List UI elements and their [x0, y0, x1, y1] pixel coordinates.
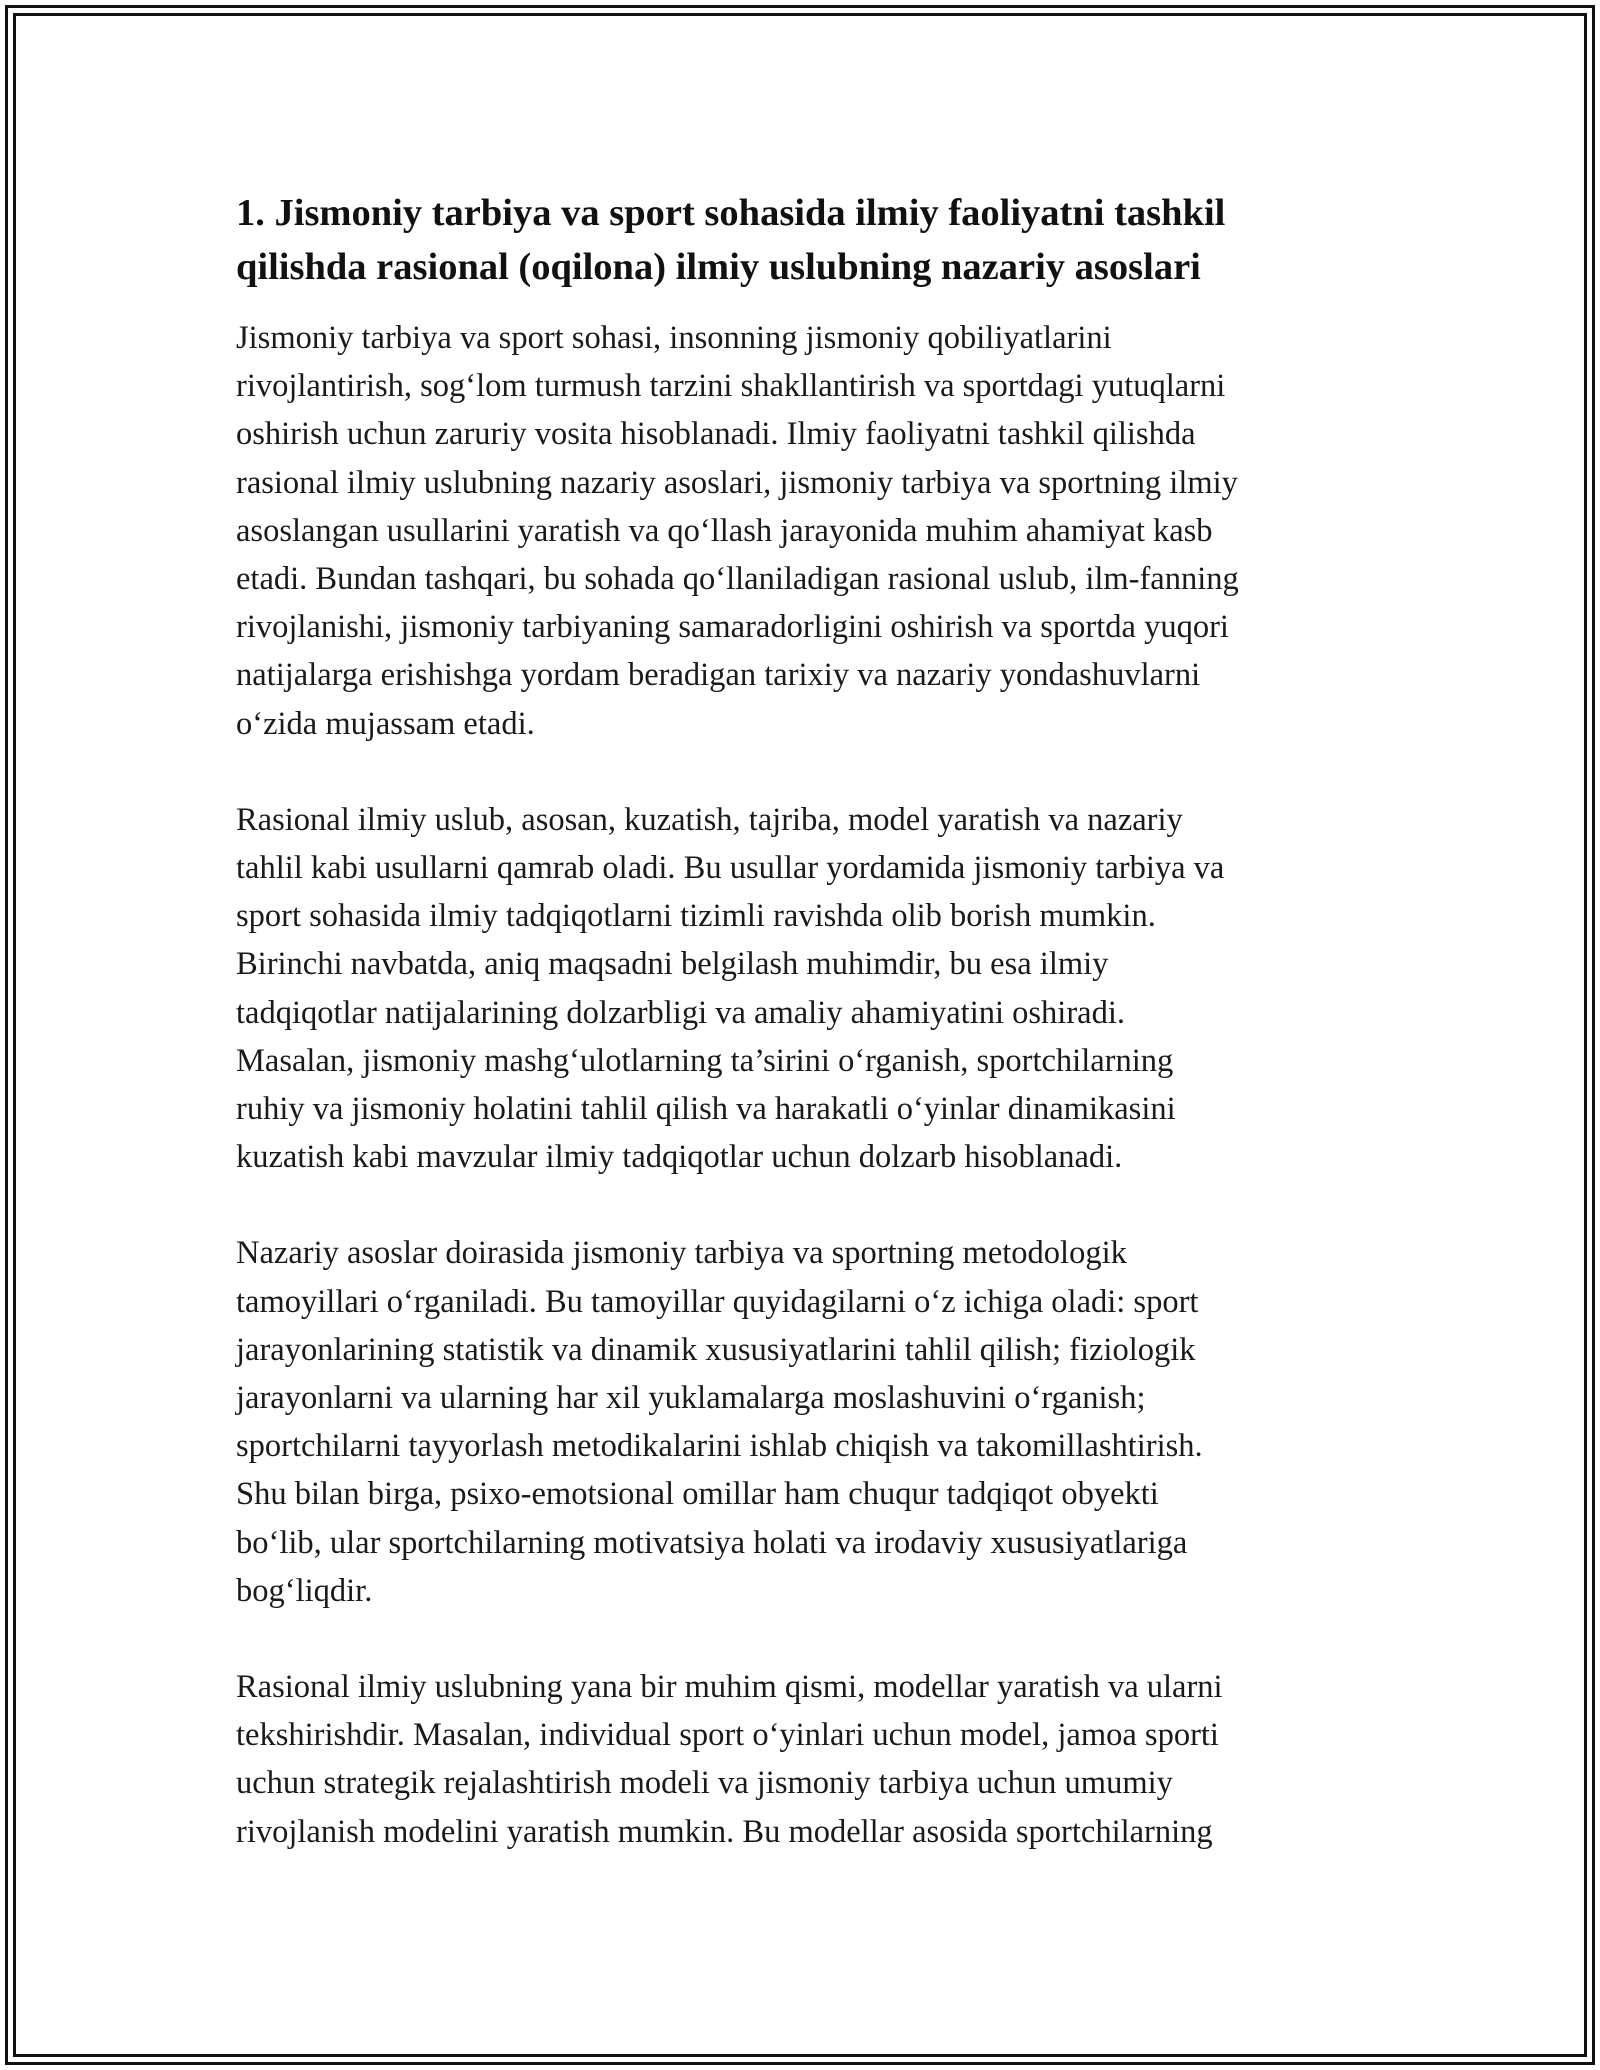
document-body	[236, 186, 1396, 1904]
text-line: ruhiy va jismoniy holatini tahlil qilish va harakatli o‘yinlar dinamikasini	[236, 1091, 1176, 1128]
text-line: Masalan, jismoniy mashg‘ulotlarning ta’sirini o‘rganish, sportchilarning	[236, 1042, 1174, 1079]
heading-line: qilishda rasional (oqilona) ilmiy uslubning nazariy asoslari	[236, 246, 1201, 288]
text-line: Jismoniy tarbiya va sport sohasi, insonning jismoniy qobiliyatlarini	[236, 320, 1112, 356]
paragraph-3	[236, 1229, 1396, 1615]
section-heading	[236, 186, 1396, 294]
text-line: jarayonlarining statistik va dinamik xususiyatlarini tahlil qilish; fiziologik	[236, 1331, 1196, 1368]
text-line: bog‘liqdir.	[236, 1572, 373, 1609]
text-line: o‘zida mujassam etadi.	[236, 705, 535, 742]
text-line: Nazariy asoslar doirasida jismoniy tarbiya va sportning metodologik	[236, 1235, 1127, 1272]
text-line: bo‘lib, ular sportchilarning motivatsiya holati va irodaviy xususiyatlariga	[236, 1524, 1188, 1561]
text-line: tamoyillari o‘rganiladi. Bu tamoyillar quyidagilarni o‘z ichiga oladi: sport	[236, 1283, 1199, 1320]
text-line: natijalarga erishishga yordam beradigan tarixiy va nazariy yondashuvlarni	[236, 657, 1201, 694]
text-line: tadqiqotlar natijalarining dolzarbligi va amaliy ahamiyatini oshiradi.	[236, 994, 1125, 1031]
text-line: sportchilarni tayyorlash metodikalarini ishlab chiqish va takomillashtirish.	[236, 1428, 1203, 1465]
text-line: kuzatish kabi mavzular ilmiy tadqiqotlar uchun dolzarb hisoblanadi.	[236, 1139, 1123, 1176]
text-line: tekshirishdir. Masalan, individual sport o‘yinlari uchun model, jamoa sporti	[236, 1717, 1219, 1754]
paragraph-1	[236, 314, 1396, 748]
text-line: Shu bilan birga, psixo-emotsional omillar ham chuqur tadqiqot obyekti	[236, 1476, 1159, 1513]
text-line: oshirish uchun zaruriy vosita hisoblanadi. Ilmiy faoliyatni tashkil qilishda	[236, 416, 1196, 453]
text-line: sport sohasida ilmiy tadqiqotlarni tizimli ravishda olib borish mumkin.	[236, 898, 1156, 935]
text-line: rasional ilmiy uslubning nazariy asoslari, jismoniy tarbiya va sportning ilmiy	[236, 464, 1238, 501]
paragraph-4	[236, 1663, 1396, 1856]
text-line: rivojlanish modelini yaratish mumkin. Bu modellar asosida sportchilarning	[236, 1813, 1213, 1850]
text-line: Rasional ilmiy uslub, asosan, kuzatish, tajriba, model yaratish va nazariy	[236, 801, 1183, 838]
paragraph-2	[236, 796, 1396, 1182]
heading-line: 1. Jismoniy tarbiya va sport sohasida ilmiy faoliyatni tashkil	[236, 192, 1226, 234]
text-line: rivojlantirish, sog‘lom turmush tarzini shakllantirish va sportdagi yutuqlarni	[236, 368, 1226, 405]
text-line: asoslangan usullarini yaratish va qo‘llash jarayonida muhim ahamiyat kasb	[236, 512, 1213, 549]
text-line: rivojlanishi, jismoniy tarbiyaning samaradorligini oshirish va sportda yuqori	[236, 609, 1229, 646]
text-line: Rasional ilmiy uslubning yana bir muhim qismi, modellar yaratish va ularni	[236, 1669, 1223, 1706]
text-line: tahlil kabi usullarni qamrab oladi. Bu usullar yordamida jismoniy tarbiya va	[236, 850, 1225, 887]
text-line: jarayonlarni va ularning har xil yuklamalarga moslashuvini o‘rganish;	[236, 1380, 1146, 1417]
text-line: Birinchi navbatda, aniq maqsadni belgilash muhimdir, bu esa ilmiy	[236, 946, 1109, 983]
text-line: etadi. Bundan tashqari, bu sohada qo‘llaniladigan rasional uslub, ilm-fanning	[236, 561, 1239, 598]
text-line: uchun strategik rejalashtirish modeli va jismoniy tarbiya uchun umumiy	[236, 1765, 1173, 1802]
